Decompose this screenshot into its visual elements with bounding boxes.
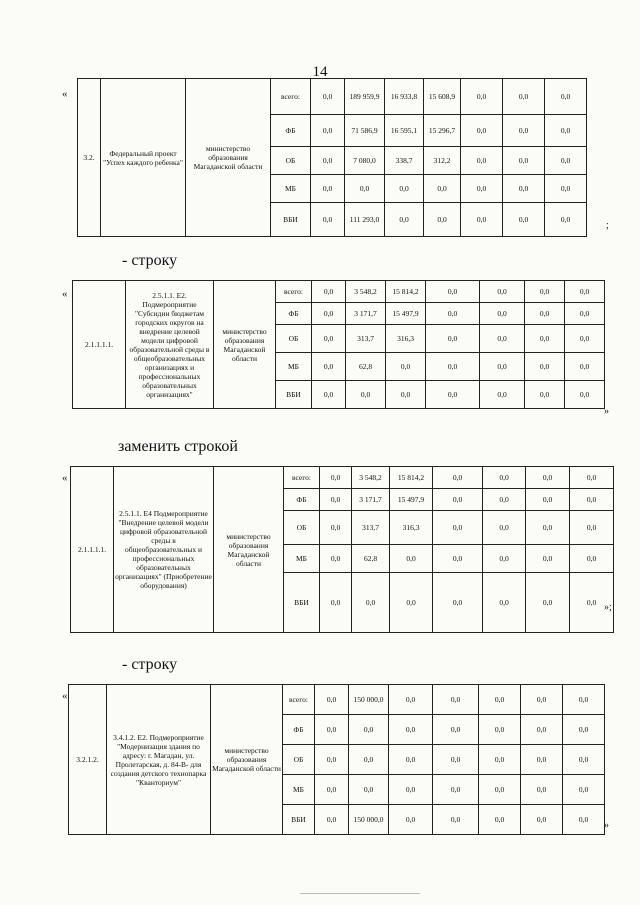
amount-cell: 0,0 <box>503 79 545 115</box>
funding-source: ОБ <box>283 745 315 775</box>
amount-cell: 0,0 <box>483 545 526 573</box>
amount-cell: 0,0 <box>311 203 345 237</box>
amount-cell: 0,0 <box>526 545 570 573</box>
amount-cell: 0,0 <box>426 325 480 353</box>
amount-cell: 0,0 <box>433 805 479 835</box>
amount-cell: 3 171,7 <box>352 489 390 511</box>
amount-cell: 15 608,9 <box>424 79 461 115</box>
amount-cell: 71 586,9 <box>345 115 385 147</box>
amount-cell: 0,0 <box>312 353 346 381</box>
amount-cell: 0,0 <box>461 203 503 237</box>
amount-cell: 0,0 <box>565 353 605 381</box>
amount-cell: 189 959,9 <box>345 79 385 115</box>
amount-cell: 15 814,2 <box>386 281 426 303</box>
responsible-organization: министерство образования Магаданской области <box>214 281 276 409</box>
amount-cell: 313,7 <box>346 325 386 353</box>
amount-cell: 0,0 <box>525 325 565 353</box>
amount-cell: 0,0 <box>545 203 587 237</box>
amount-cell: 0,0 <box>389 745 433 775</box>
funding-source: всего: <box>284 467 320 489</box>
amount-cell: 16 595,1 <box>385 115 424 147</box>
amount-cell: 0,0 <box>521 745 563 775</box>
amount-cell: 0,0 <box>320 511 352 545</box>
amount-cell: 0,0 <box>570 511 614 545</box>
open-quote: « <box>62 690 68 702</box>
amount-cell: 0,0 <box>433 573 483 633</box>
row-code: 2.1.1.1.1. <box>71 467 114 633</box>
amount-cell: 0,0 <box>389 775 433 805</box>
heading-zamenit: заменить строкой <box>118 438 238 455</box>
amount-cell: 0,0 <box>480 281 525 303</box>
amount-cell: 313,7 <box>352 511 390 545</box>
amount-cell: 0,0 <box>311 79 345 115</box>
amount-cell: 0,0 <box>521 715 563 745</box>
amount-cell: 312,2 <box>424 147 461 175</box>
amount-cell: 0,0 <box>565 281 605 303</box>
open-quote: « <box>62 288 68 300</box>
amount-cell: 0,0 <box>526 467 570 489</box>
amount-cell: 0,0 <box>346 381 386 409</box>
amount-cell: 0,0 <box>433 467 483 489</box>
amount-cell: 0,0 <box>433 511 483 545</box>
amount-cell: 0,0 <box>545 175 587 203</box>
funding-source: ВБИ <box>271 203 311 237</box>
funding-source: ВБИ <box>284 573 320 633</box>
amount-cell: 0,0 <box>315 775 349 805</box>
heading-stroku-2: - строку <box>122 656 178 673</box>
amount-cell: 0,0 <box>479 685 521 715</box>
table-block-4 <box>68 684 605 835</box>
close-quote: »; <box>604 602 612 613</box>
amount-cell: 0,0 <box>483 573 526 633</box>
amount-cell: 0,0 <box>570 489 614 511</box>
amount-cell: 0,0 <box>483 467 526 489</box>
amount-cell: 0,0 <box>525 281 565 303</box>
amount-cell: 0,0 <box>563 805 605 835</box>
funding-source: МБ <box>271 175 311 203</box>
amount-cell: 0,0 <box>525 381 565 409</box>
responsible-organization: министерство образования Магаданской области <box>211 685 283 835</box>
scan-artifact <box>300 893 420 894</box>
amount-cell: 0,0 <box>521 805 563 835</box>
amount-cell: 0,0 <box>480 381 525 409</box>
amount-cell: 0,0 <box>433 715 479 745</box>
amount-cell: 0,0 <box>503 115 545 147</box>
amount-cell: 0,0 <box>315 745 349 775</box>
amount-cell: 0,0 <box>424 175 461 203</box>
amount-cell: 0,0 <box>503 203 545 237</box>
amount-cell: 0,0 <box>480 303 525 325</box>
amount-cell: 111 293,0 <box>345 203 385 237</box>
amount-cell: 0,0 <box>390 545 433 573</box>
amount-cell: 0,0 <box>570 467 614 489</box>
amount-cell: 0,0 <box>320 545 352 573</box>
funding-source: ОБ <box>276 325 312 353</box>
amount-cell: 0,0 <box>563 745 605 775</box>
amount-cell: 15 296,7 <box>424 115 461 147</box>
amount-cell: 0,0 <box>311 147 345 175</box>
funding-source: всего: <box>276 281 312 303</box>
amount-cell: 316,3 <box>390 511 433 545</box>
amount-cell: 62,8 <box>346 353 386 381</box>
amount-cell: 0,0 <box>433 745 479 775</box>
amount-cell: 0,0 <box>526 489 570 511</box>
table-block-3 <box>70 466 614 633</box>
amount-cell: 0,0 <box>389 715 433 745</box>
amount-cell: 0,0 <box>426 281 480 303</box>
amount-cell: 0,0 <box>461 115 503 147</box>
amount-cell: 3 548,2 <box>352 467 390 489</box>
amount-cell: 0,0 <box>320 573 352 633</box>
funding-source: ОБ <box>284 511 320 545</box>
amount-cell: 0,0 <box>349 775 389 805</box>
amount-cell: 0,0 <box>390 573 433 633</box>
amount-cell: 0,0 <box>483 489 526 511</box>
amount-cell: 338,7 <box>385 147 424 175</box>
amount-cell: 0,0 <box>563 715 605 745</box>
amount-cell: 0,0 <box>433 775 479 805</box>
table-row <box>78 79 587 115</box>
budget-table <box>68 684 605 835</box>
budget-table <box>72 280 605 409</box>
amount-cell: 0,0 <box>565 325 605 353</box>
semicolon: ; <box>606 220 609 231</box>
amount-cell: 0,0 <box>570 573 614 633</box>
amount-cell: 0,0 <box>315 805 349 835</box>
funding-source: ВБИ <box>276 381 312 409</box>
amount-cell: 3 171,7 <box>346 303 386 325</box>
amount-cell: 3 548,2 <box>346 281 386 303</box>
amount-cell: 0,0 <box>570 545 614 573</box>
table-row <box>71 467 614 489</box>
funding-source: ВБИ <box>283 805 315 835</box>
amount-cell: 0,0 <box>503 175 545 203</box>
responsible-organization: министерство образования Магаданской области <box>214 467 284 633</box>
funding-source: всего: <box>283 685 315 715</box>
amount-cell: 0,0 <box>315 685 349 715</box>
amount-cell: 0,0 <box>312 325 346 353</box>
close-quote: » <box>604 820 609 831</box>
amount-cell: 0,0 <box>521 775 563 805</box>
amount-cell: 0,0 <box>424 203 461 237</box>
amount-cell: 0,0 <box>461 175 503 203</box>
amount-cell: 0,0 <box>525 353 565 381</box>
amount-cell: 0,0 <box>386 381 426 409</box>
table-block-2 <box>72 280 605 409</box>
amount-cell: 0,0 <box>426 303 480 325</box>
funding-source: всего: <box>271 79 311 115</box>
amount-cell: 0,0 <box>526 573 570 633</box>
amount-cell: 0,0 <box>385 203 424 237</box>
amount-cell: 0,0 <box>461 79 503 115</box>
amount-cell: 0,0 <box>426 381 480 409</box>
amount-cell: 0,0 <box>311 175 345 203</box>
funding-source: МБ <box>284 545 320 573</box>
amount-cell: 0,0 <box>565 381 605 409</box>
table-block-1 <box>77 78 587 237</box>
funding-source: МБ <box>276 353 312 381</box>
row-code: 2.1.1.1.1. <box>73 281 126 409</box>
amount-cell: 15 814,2 <box>390 467 433 489</box>
amount-cell: 0,0 <box>480 325 525 353</box>
open-quote: « <box>62 88 68 100</box>
row-description: Федеральный проект "Успех каждого ребенка" <box>101 79 186 237</box>
funding-source: ФБ <box>276 303 312 325</box>
amount-cell: 0,0 <box>433 489 483 511</box>
table-row <box>73 281 605 303</box>
amount-cell: 0,0 <box>483 511 526 545</box>
amount-cell: 0,0 <box>345 175 385 203</box>
amount-cell: 15 497,9 <box>386 303 426 325</box>
amount-cell: 150 000,0 <box>349 685 389 715</box>
amount-cell: 0,0 <box>479 715 521 745</box>
amount-cell: 0,0 <box>526 511 570 545</box>
amount-cell: 0,0 <box>320 467 352 489</box>
amount-cell: 0,0 <box>503 147 545 175</box>
close-quote: » <box>604 406 609 417</box>
responsible-organization: министерство образования Магаданской области <box>186 79 271 237</box>
row-description: 2.5.1.1. Е4 Подмероприятие "Внедрение целевой модели цифровой образовательной среды в общеобразовательных и профессиональных образовательных организациях" (Приобретение оборудования) <box>114 467 214 633</box>
amount-cell: 0,0 <box>433 545 483 573</box>
amount-cell: 0,0 <box>521 685 563 715</box>
amount-cell: 0,0 <box>311 115 345 147</box>
amount-cell: 0,0 <box>563 775 605 805</box>
amount-cell: 0,0 <box>545 79 587 115</box>
funding-source: ФБ <box>271 115 311 147</box>
row-code: 3.2.1.2. <box>69 685 107 835</box>
amount-cell: 0,0 <box>545 115 587 147</box>
amount-cell: 0,0 <box>349 715 389 745</box>
amount-cell: 0,0 <box>349 745 389 775</box>
amount-cell: 0,0 <box>312 381 346 409</box>
amount-cell: 0,0 <box>479 775 521 805</box>
funding-source: МБ <box>283 775 315 805</box>
budget-table <box>70 466 614 633</box>
amount-cell: 0,0 <box>479 745 521 775</box>
budget-table <box>77 78 587 237</box>
amount-cell: 0,0 <box>386 353 426 381</box>
open-quote: « <box>62 472 68 484</box>
row-code: 3.2. <box>78 79 101 237</box>
amount-cell: 0,0 <box>480 353 525 381</box>
amount-cell: 0,0 <box>565 303 605 325</box>
amount-cell: 16 933,8 <box>385 79 424 115</box>
amount-cell: 0,0 <box>385 175 424 203</box>
amount-cell: 150 000,0 <box>349 805 389 835</box>
amount-cell: 62,8 <box>352 545 390 573</box>
row-description: 2.5.1.1. Е2. Подмероприятие "Субсидии бюджетам городских округов на внедрение целевой модели цифровой образовательной среды в общеобразовательных организациях и профессиональных образовательных организациях" <box>126 281 214 409</box>
row-description: 3.4.1.2. Е2. Подмероприятие "Модернизация здания по адресу: г. Магадан, ул. Пролетарская, д. 84-В- для создания детского технопарка "Кванториум" <box>107 685 211 835</box>
amount-cell: 15 497,9 <box>390 489 433 511</box>
amount-cell: 0,0 <box>312 303 346 325</box>
amount-cell: 7 080,0 <box>345 147 385 175</box>
amount-cell: 0,0 <box>563 685 605 715</box>
amount-cell: 0,0 <box>312 281 346 303</box>
page-number: 14 <box>312 64 328 80</box>
amount-cell: 0,0 <box>315 715 349 745</box>
table-row <box>69 685 605 715</box>
amount-cell: 0,0 <box>479 805 521 835</box>
amount-cell: 0,0 <box>426 353 480 381</box>
funding-source: ФБ <box>283 715 315 745</box>
amount-cell: 0,0 <box>389 805 433 835</box>
amount-cell: 0,0 <box>352 573 390 633</box>
amount-cell: 0,0 <box>389 685 433 715</box>
funding-source: ОБ <box>271 147 311 175</box>
amount-cell: 316,3 <box>386 325 426 353</box>
amount-cell: 0,0 <box>545 147 587 175</box>
heading-stroku-1: - строку <box>122 252 178 269</box>
amount-cell: 0,0 <box>525 303 565 325</box>
amount-cell: 0,0 <box>461 147 503 175</box>
amount-cell: 0,0 <box>433 685 479 715</box>
amount-cell: 0,0 <box>320 489 352 511</box>
funding-source: ФБ <box>284 489 320 511</box>
